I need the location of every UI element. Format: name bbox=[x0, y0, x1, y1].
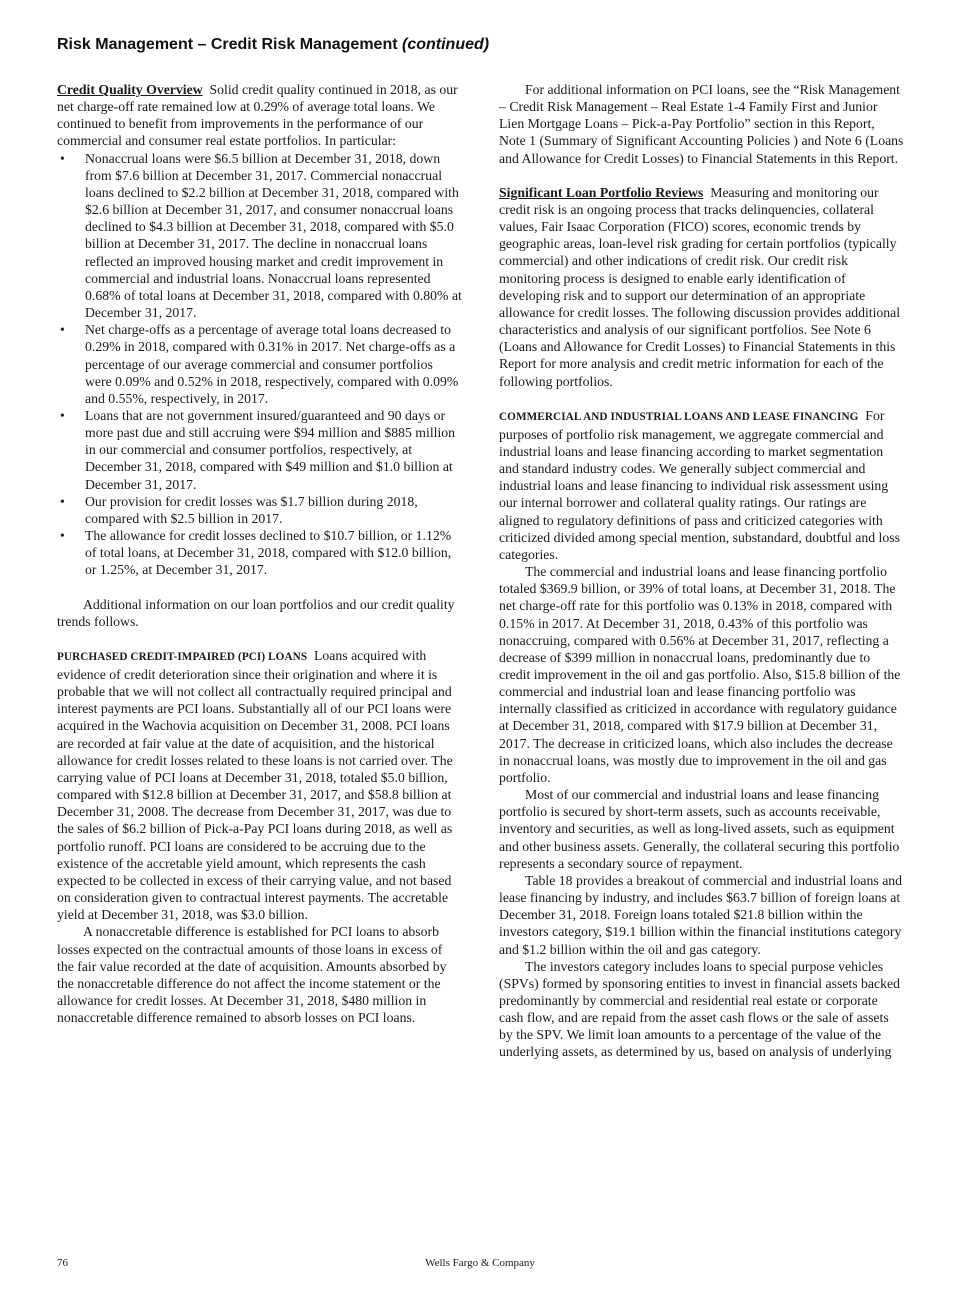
nonaccretable-paragraph: A nonaccretable difference is established for PCI loans to absorb losses expected on the contractual amounts of those loans in excess of the fair value recorded at the date of acquisition. Amounts absorbed by the nonaccretable difference do not affect the income statement or the allowance for credit losses. At December 31, 2018, $480 million in nonaccretable difference remained to absorb losses on PCI loans. bbox=[57, 924, 447, 1026]
bullet-text: Net charge-offs as a percentage of average total loans decreased to 0.29% in 2018, compared with 0.31% in 2017. Net charge-offs as a percentage of our average commercial and consumer portfolios were 0.09% and 0.52% in 2018, respectively, compared with 0.09% and 0.55%, respectively, in 2017. bbox=[85, 322, 459, 406]
spacer bbox=[499, 167, 904, 184]
company-name: Wells Fargo & Company bbox=[425, 1257, 535, 1269]
right-column bbox=[499, 81, 904, 1061]
ci-text: For purposes of portfolio risk management, we aggregate commercial and industrial loans and lease financing according to market segmentation and standard industry codes. We generally subject commercial and industrial loans and lease financing to individual risk assessment using our internal borrower and collateral quality ratings. Our ratings are aligned to regulatory definitions of pass and criticized categories with criticized divided among special mention, substandard, doubtful and loss categories. bbox=[499, 407, 900, 562]
pci-reference-paragraph: For additional information on PCI loans, see the “Risk Management – Credit Risk Management – Real Estate 1-4 Family First and Junior Lien Mortgage Loans – Pick-a-Pay Portfolio” section in this Report, Note 1 (Summary of Significant Accounting Policies ) and Note 6 (Loans and Allowance for Credit Losses) to Financial Statements in this Report. bbox=[499, 82, 904, 166]
significant-reviews-text: Measuring and monitoring our credit risk is an ongoing process that tracks delinquencies, collateral values, Fair Isaac Corporation (FICO) scores, economic trends by geographic areas, loan-level risk grading for certain portfolios (typically commercial) and other indications of credit risk. Our credit risk monitoring process is designed to enable early identification of developing risk and to support our determination of an appropriate allowance for credit losses. The following discussion provides additional characteristics and analysis of our significant portfolios. See Note 6 (Loans and Allowance for Credit Losses) to Financial Statements in this Report for more analysis and credit metric information for each of the following portfolios. bbox=[499, 184, 901, 389]
ci-table-paragraph: Table 18 provides a breakout of commercial and industrial loans and lease financing by industry, and includes $63.7 billion of foreign loans at December 31, 2018. Foreign loans totaled $21.8 billion within the investors category, $19.1 billion within the financial institutions category and $1.2 billion within the oil and gas category. bbox=[499, 872, 903, 957]
bullet-text: Loans that are not government insured/guaranteed and 90 days or more past due and still accruing were $94 million and $885 million in our commercial and consumer portfolios, respectively, at December 31, 2018, compared with $49 million and $1.0 billion at December 31, 2017. bbox=[85, 407, 456, 492]
bullet-icon: • bbox=[60, 322, 65, 338]
page-title-text: Risk Management – Credit Risk Management bbox=[57, 36, 398, 53]
bullet-text: Our provision for credit losses was $1.7 billion during 2018, compared with $2.5 billion in 2017. bbox=[85, 493, 418, 526]
spacer bbox=[57, 630, 462, 647]
page-number: 76 bbox=[57, 1257, 68, 1269]
bullet-text: The allowance for credit losses declined to $10.7 billion, or 1.12% of total loans, at December 31, 2018, compared with $12.0 billion, or 1.25%, at December 31, 2017. bbox=[85, 528, 452, 578]
bullet-item bbox=[57, 321, 462, 407]
bullet-icon: • bbox=[60, 493, 65, 509]
bullet-item bbox=[57, 493, 462, 527]
bullet-text: Nonaccrual loans were $6.5 billion at December 31, 2018, down from $7.6 billion at December 31, 2017. Commercial nonaccrual loans declined to $2.2 billion at December 31, 2018, compared with $2.6 billion at December 31, 2017, and consumer nonaccrual loans declined to $4.3 billion at December 31, 2018, compared with $5.0 billion at December 31, 2017. The decline in nonaccrual loans reflected an improved housing market and credit improvement in commercial and industrial loans. Nonaccrual loans represented 0.68% of total loans at December 31, 2018, compared with 0.80% at December 31, 2017. bbox=[85, 150, 462, 321]
spacer bbox=[499, 390, 904, 407]
bullet-item bbox=[57, 150, 462, 322]
bullet-item bbox=[57, 527, 462, 578]
ci-collateral-paragraph: Most of our commercial and industrial loans and lease financing portfolio is secured by short-term assets, such as accounts receivable, inventory and securities, as well as long-lived assets, such as equipment and other business assets. Generally, the collateral securing this portfolio represents a secondary source of repayment. bbox=[499, 787, 900, 871]
additional-info-paragraph: Additional information on our loan portfolios and our credit quality trends follows. bbox=[57, 596, 455, 629]
pci-heading: PURCHASED CREDIT-IMPAIRED (PCI) LOANS bbox=[57, 650, 308, 663]
bullet-icon: • bbox=[60, 150, 65, 166]
credit-quality-paragraph bbox=[57, 81, 462, 150]
significant-reviews-paragraph bbox=[499, 184, 904, 390]
pci-paragraph bbox=[57, 647, 462, 924]
bullet-icon: • bbox=[60, 528, 65, 544]
ci-paragraph bbox=[499, 407, 904, 563]
credit-quality-heading: Credit Quality Overview bbox=[57, 82, 203, 97]
left-column bbox=[57, 81, 462, 1026]
pci-text: Loans acquired with evidence of credit deterioration since their origination and where it is probable that we will not collect all contractually required principal and interest payments are PCI loans. Substantially all of our PCI loans were acquired in the Wachovia acquisition on December 31, 2008. PCI loans are recorded at fair value at the date of acquisition, and the historical allowance for credit losses related to these loans is not carried over. The carrying value of PCI loans at December 31, 2018, totaled $5.0 billion, compared with $12.8 billion at December 31, 2017, and $58.8 billion at December 31, 2008. The decrease from December 31, 2017, was due to the sales of $6.2 billion of Pick-a-Pay PCI loans during 2018, as well as portfolio runoff. PCI loans are considered to be accruing due to the existence of the accretable yield amount, which represents the cash expected to be collected in excess of their carrying value, and not based on consideration given to contractual interest payments. The accretable yield at December 31, 2018, was $3.0 billion. bbox=[57, 647, 453, 923]
credit-quality-bullets bbox=[57, 150, 462, 579]
credit-quality-text: Solid credit quality continued in 2018, as our net charge-off rate remained low at 0.29% of average total loans. We continued to benefit from improvements in the performance of our commercial and consumer real estate portfolios. In particular: bbox=[57, 82, 458, 149]
significant-reviews-heading: Significant Loan Portfolio Reviews bbox=[499, 184, 704, 200]
spacer bbox=[57, 579, 462, 596]
bullet-icon: • bbox=[60, 407, 65, 423]
ci-heading: COMMERCIAL AND INDUSTRIAL LOANS AND LEASE FINANCING bbox=[499, 410, 859, 423]
bullet-item bbox=[57, 407, 462, 493]
ci-portfolio-paragraph: The commercial and industrial loans and lease financing portfolio totaled $369.9 billion, or 39% of total loans, at December 31, 2018. The net charge-off rate for this portfolio was 0.13% in 2018, compared with 0.15% in 2017. At December 31, 2018, 0.43% of this portfolio was nonaccruing, compared with 0.56% at December 31, 2017, reflecting a decrease of $399 million in nonaccrual loans, predominantly due to credit improvement in the oil and gas portfolio. Also, $15.8 billion of the commercial and industrial loan and lease financing portfolio was internally classified as criticized in accordance with regulatory guidance at December 31, 2018, compared with $17.9 billion at December 31, 2017. The decrease in criticized loans, which also includes the decrease in nonaccrual loans, was mostly due to improvement in the oil and gas portfolio. bbox=[499, 564, 901, 785]
page-title bbox=[57, 36, 489, 54]
ci-investors-paragraph: The investors category includes loans to special purpose vehicles (SPVs) formed by sponsoring entities to invest in financial assets backed predominantly by commercial and residential real estate or corporate cash flow, and are repaid from the asset cash flows or the sale of assets by the SPV. We limit loan amounts to a percentage of the value of the underlying assets, as determined by us, based on analysis of underlying bbox=[499, 958, 900, 1060]
page-title-continued: (continued) bbox=[402, 36, 490, 53]
